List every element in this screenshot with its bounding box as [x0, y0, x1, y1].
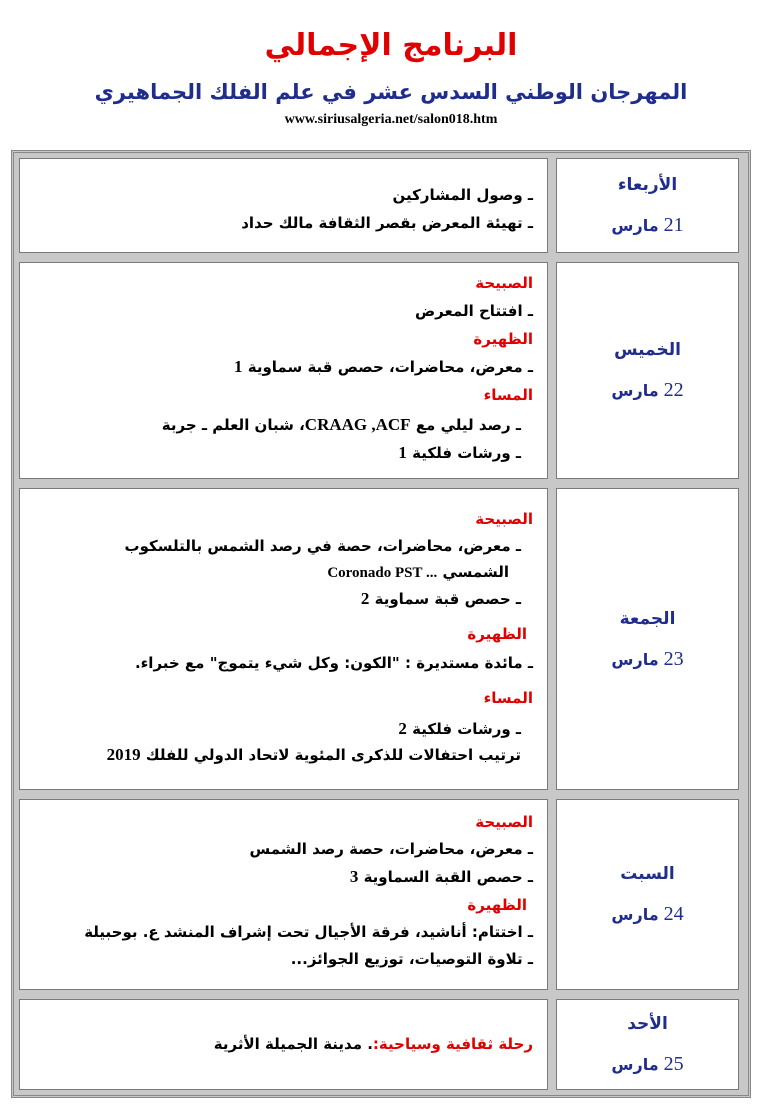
list-item: ـ تلاوة التوصيات، توزيع الجوائز... — [290, 950, 533, 968]
section-evening: المساء — [483, 689, 533, 707]
day-name: الخميس — [614, 340, 681, 360]
list-item: ـ حصص القبة السماوية 3 — [349, 867, 533, 886]
list-item: ـ معرض، محاضرات، حصة في رصد الشمس بالتلسكوب — [124, 537, 521, 555]
content-cell-thursday — [19, 262, 548, 479]
day-name: السبت — [620, 864, 675, 884]
day-cell-saturday — [556, 799, 739, 990]
program-table — [11, 150, 751, 1098]
day-cell-sunday — [556, 999, 739, 1090]
list-item: الشمسي Coronado PST ... — [327, 563, 509, 581]
content-cell-friday — [19, 488, 548, 790]
list-item: ـ تهيئة المعرض بقصر الثقافة مالك حداد — [241, 214, 533, 232]
website-url: www.siriusalgeria.net/salon018.htm — [284, 112, 498, 127]
day-date: 22 مارس — [611, 379, 684, 401]
list-item: ـ معرض، محاضرات، حصة رصد الشمس — [249, 840, 533, 858]
list-item: ترتيب احتفالات للذكرى المئوية لاتحاد الدولي للفلك 2019 — [106, 745, 521, 764]
content-cell-sunday — [19, 999, 548, 1090]
list-item: ـ مائدة مستديرة : "الكون: وكل شيء يتموج" مع خبراء. — [134, 654, 533, 672]
day-date: 21 مارس — [611, 214, 684, 236]
day-date: 23 مارس — [611, 647, 684, 670]
day-name: الجمعة — [619, 608, 676, 629]
list-item: ـ رصد ليلي مع CRAAG ,ACF، شبان العلم ـ جربة — [161, 415, 521, 434]
day-name: الأربعاء — [617, 175, 678, 195]
list-item: ـ افتتاح المعرض — [414, 302, 533, 320]
section-morning: الصبيحة — [475, 510, 533, 528]
trip-label: رحلة ثقافية وسياحية: — [372, 1035, 533, 1053]
list-item: ـ ورشات فلكية 2 — [398, 719, 521, 738]
content-cell-saturday — [19, 799, 548, 990]
day-name: الأحد — [627, 1014, 668, 1034]
list-item: ـ حصص قبة سماوية 2 — [360, 589, 521, 608]
section-noon: الظهيرة — [467, 625, 527, 643]
section-morning: الصبيحة — [475, 274, 533, 292]
section-morning: الصبيحة — [475, 813, 533, 831]
page-subtitle: المهرجان الوطني السدس عشر في علم الفلك الجماهيري — [94, 80, 688, 104]
list-item: ـ ورشات فلكية 1 — [398, 443, 521, 462]
list-item: ـ معرض، محاضرات، حصص قبة سماوية 1 — [234, 357, 533, 376]
list-item: رحلة ثقافية وسياحية:. مدينة الجميلة الأثرية — [213, 1035, 533, 1053]
section-noon: الظهيرة — [467, 896, 527, 914]
page-title: البرنامج الإجمالي — [264, 28, 518, 63]
list-item: ـ اختتام: أناشيد، فرقة الأجيال تحت إشراف المنشد ع. بوحبيلة — [84, 923, 533, 941]
section-noon: الظهيرة — [473, 330, 533, 348]
day-cell-friday — [556, 488, 739, 790]
content-cell-wednesday — [19, 158, 548, 253]
list-item: ـ وصول المشاركين — [392, 186, 533, 204]
day-cell-wednesday — [556, 158, 739, 253]
day-date: 25 مارس — [611, 1053, 684, 1075]
section-evening: المساء — [483, 386, 533, 404]
day-cell-thursday — [556, 262, 739, 479]
day-date: 24 مارس — [611, 903, 684, 925]
